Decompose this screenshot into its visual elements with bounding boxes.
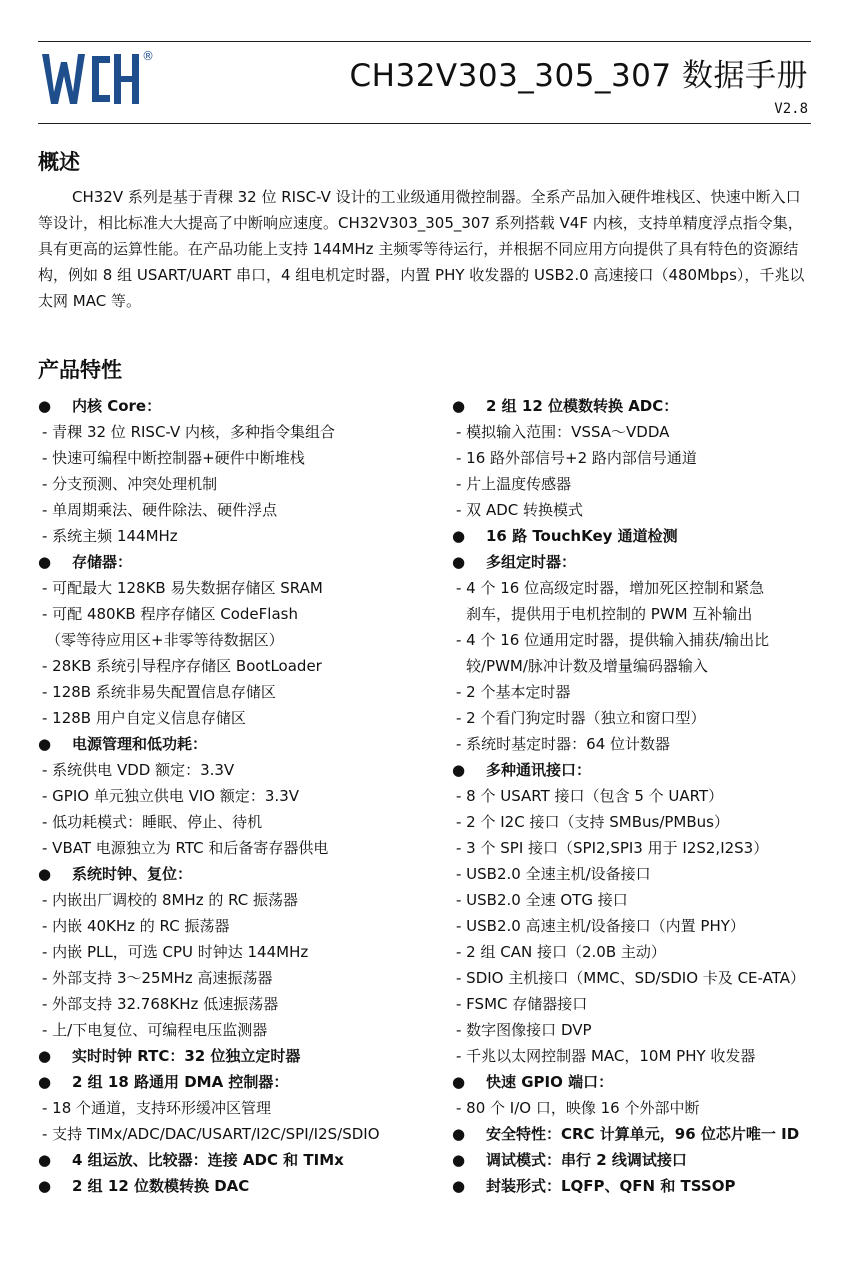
feature-heading <box>38 731 438 757</box>
feature-item: - 2 组 CAN 接口（2.0B 主动） <box>456 943 666 961</box>
feature-item: - 16 路外部信号+2 路内部信号通道 <box>456 449 697 467</box>
feature-heading <box>38 1043 438 1069</box>
header-top-rule <box>38 41 811 42</box>
feature-heading-text: 多组定时器： <box>486 553 577 571</box>
bullet-icon: ● <box>38 397 52 415</box>
feature-heading-text: 2 组 12 位模数转换 ADC： <box>486 397 679 415</box>
feature-item: - 低功耗模式：睡眠、停止、待机 <box>42 813 263 831</box>
feature-item: - 外部支持 32.768KHz 低速振荡器 <box>42 995 279 1013</box>
feature-item: - USB2.0 高速主机/设备接口（内置 PHY） <box>456 917 745 935</box>
feature-item: （零等待应用区+非零等待数据区） <box>46 631 284 649</box>
feature-item: - USB2.0 全速 OTG 接口 <box>456 891 628 909</box>
feature-heading <box>452 549 822 575</box>
feature-heading-text: 调试模式：串行 2 线调试接口 <box>486 1151 687 1169</box>
feature-heading <box>38 549 438 575</box>
feature-heading-text: 存储器： <box>72 553 133 571</box>
bullet-icon: ● <box>38 553 52 571</box>
registered-mark: ® <box>142 49 154 63</box>
feature-item: - 内嵌 PLL，可选 CPU 时钟达 144MHz <box>42 943 309 961</box>
overview-paragraph <box>38 184 811 314</box>
feature-heading-text: 4 组运放、比较器：连接 ADC 和 TIMx <box>72 1151 344 1169</box>
bullet-icon: ● <box>38 1177 52 1195</box>
feature-item: - 系统时基定时器：64 位计数器 <box>456 735 671 753</box>
features-heading: 产品特性 <box>38 358 122 382</box>
feature-item: - GPIO 单元独立供电 VIO 额定：3.3V <box>42 787 299 805</box>
feature-heading-text: 内核 Core： <box>72 397 162 415</box>
feature-item: - 片上温度传感器 <box>456 475 572 493</box>
feature-item: - 2 个基本定时器 <box>456 683 571 701</box>
feature-heading-text: 2 组 18 路通用 DMA 控制器： <box>72 1073 289 1091</box>
feature-item: - 上/下电复位、可编程电压监测器 <box>42 1021 268 1039</box>
feature-item: - 单周期乘法、硬件除法、硬件浮点 <box>42 501 278 519</box>
features-right-column <box>452 393 822 1199</box>
feature-heading-text: 实时时钟 RTC：32 位独立定时器 <box>72 1047 301 1065</box>
feature-heading-text: 多种通讯接口： <box>486 761 592 779</box>
feature-item: - 快速可编程中断控制器+硬件中断堆栈 <box>42 449 305 467</box>
bullet-icon: ● <box>452 397 466 415</box>
feature-item: - 青稞 32 位 RISC-V 内核，多种指令集组合 <box>42 423 335 441</box>
feature-item: - 千兆以太网控制器 MAC，10M PHY 收发器 <box>456 1047 756 1065</box>
feature-item: - 外部支持 3～25MHz 高速振荡器 <box>42 969 273 987</box>
feature-heading <box>452 1121 822 1147</box>
bullet-icon: ● <box>452 1151 466 1169</box>
feature-item: - 18 个通道，支持环形缓冲区管理 <box>42 1099 272 1117</box>
feature-item: - 4 个 16 位通用定时器，提供输入捕获/输出比 <box>456 631 770 649</box>
feature-item: - 支持 TIMx/ADC/DAC/USART/I2C/SPI/I2S/SDIO <box>42 1125 380 1143</box>
feature-item: - 可配最大 128KB 易失数据存储区 SRAM <box>42 579 323 597</box>
feature-heading <box>38 861 438 887</box>
document-title: CH32V303_305_307 数据手册 <box>349 58 808 94</box>
feature-item: - VBAT 电源独立为 RTC 和后备寄存器供电 <box>42 839 329 857</box>
feature-heading <box>38 393 438 419</box>
bullet-icon: ● <box>38 1073 52 1091</box>
feature-heading-text: 16 路 TouchKey 通道检测 <box>486 527 678 545</box>
feature-item: - 3 个 SPI 接口（SPI2,SPI3 用于 I2S2,I2S3） <box>456 839 769 857</box>
feature-item: - 数字图像接口 DVP <box>456 1021 592 1039</box>
header-bottom-rule <box>38 123 811 124</box>
feature-item: - FSMC 存储器接口 <box>456 995 588 1013</box>
feature-item: 刹车，提供用于电机控制的 PWM 互补输出 <box>466 605 753 623</box>
feature-item: - 内嵌出厂调校的 8MHz 的 RC 振荡器 <box>42 891 299 909</box>
feature-item: - 2 个 I2C 接口（支持 SMBus/PMBus） <box>456 813 729 831</box>
bullet-icon: ● <box>452 761 466 779</box>
feature-item: - 系统供电 VDD 额定：3.3V <box>42 761 235 779</box>
feature-item: - SDIO 主机接口（MMC、SD/SDIO 卡及 CE-ATA） <box>456 969 805 987</box>
bullet-icon: ● <box>452 1073 466 1091</box>
feature-item: - 28KB 系统引导程序存储区 BootLoader <box>42 657 322 675</box>
feature-item: - 分支预测、冲突处理机制 <box>42 475 218 493</box>
overview-text: CH32V 系列是基于青稞 32 位 RISC-V 设计的工业级通用微控制器。全系产品加入硬件堆栈区、快速中断入口等设计，相比标准大大提高了中断响应速度。CH32V303_305_307 系列搭载 V4F 内核，支持单精度浮点指令集，具有更高的运算性能。在产品功能上支持 144MHz 主频零等待运行，并根据不同应用方向提供了具有特色的资源结构，例如 8 组 USART/UART 串口，4 组电机定时器，内置 PHY 收发器的 USB2.0 高速接口（480Mbps），千兆以太网 MAC 等。 <box>38 188 805 310</box>
feature-item: - 128B 用户自定义信息存储区 <box>42 709 246 727</box>
wch-logo-icon <box>40 50 140 108</box>
feature-item: - 2 个看门狗定时器（独立和窗口型） <box>456 709 706 727</box>
feature-item: - 可配 480KB 程序存储区 CodeFlash <box>42 605 298 623</box>
bullet-icon: ● <box>38 735 52 753</box>
document-version: V2.8 <box>774 101 808 117</box>
bullet-icon: ● <box>452 553 466 571</box>
feature-heading <box>38 1147 438 1173</box>
feature-heading-text: 封装形式：LQFP、QFN 和 TSSOP <box>486 1177 736 1195</box>
bullet-icon: ● <box>452 527 466 545</box>
feature-item: - 系统主频 144MHz <box>42 527 178 545</box>
bullet-icon: ● <box>452 1125 466 1143</box>
feature-heading <box>452 1069 822 1095</box>
feature-heading <box>452 757 822 783</box>
feature-heading <box>452 523 822 549</box>
feature-heading-text: 安全特性：CRC 计算单元，96 位芯片唯一 ID <box>486 1125 800 1143</box>
feature-heading-text: 2 组 12 位数模转换 DAC <box>72 1177 250 1195</box>
feature-item: - 80 个 I/O 口，映像 16 个外部中断 <box>456 1099 700 1117</box>
feature-item: - 模拟输入范围：VSSA～VDDA <box>456 423 670 441</box>
feature-heading <box>38 1173 438 1199</box>
feature-item: 较/PWM/脉冲计数及增量编码器输入 <box>466 657 708 675</box>
bullet-icon: ● <box>38 865 52 883</box>
overview-heading: 概述 <box>38 150 80 174</box>
feature-item: - 8 个 USART 接口（包含 5 个 UART） <box>456 787 724 805</box>
features-left-column <box>38 393 438 1199</box>
feature-heading <box>452 1147 822 1173</box>
feature-item: - 内嵌 40KHz 的 RC 振荡器 <box>42 917 230 935</box>
feature-heading-text: 快速 GPIO 端口： <box>486 1073 614 1091</box>
feature-item: - 128B 系统非易失配置信息存储区 <box>42 683 276 701</box>
feature-heading <box>452 1173 822 1199</box>
feature-item: - USB2.0 全速主机/设备接口 <box>456 865 651 883</box>
feature-heading <box>38 1069 438 1095</box>
feature-heading-text: 电源管理和低功耗： <box>72 735 208 753</box>
feature-heading <box>452 393 822 419</box>
bullet-icon: ● <box>38 1047 52 1065</box>
bullet-icon: ● <box>452 1177 466 1195</box>
feature-heading-text: 系统时钟、复位： <box>72 865 193 883</box>
feature-item: - 4 个 16 位高级定时器，增加死区控制和紧急 <box>456 579 765 597</box>
feature-item: - 双 ADC 转换模式 <box>456 501 584 519</box>
wch-logo <box>40 50 140 112</box>
bullet-icon: ● <box>38 1151 52 1169</box>
